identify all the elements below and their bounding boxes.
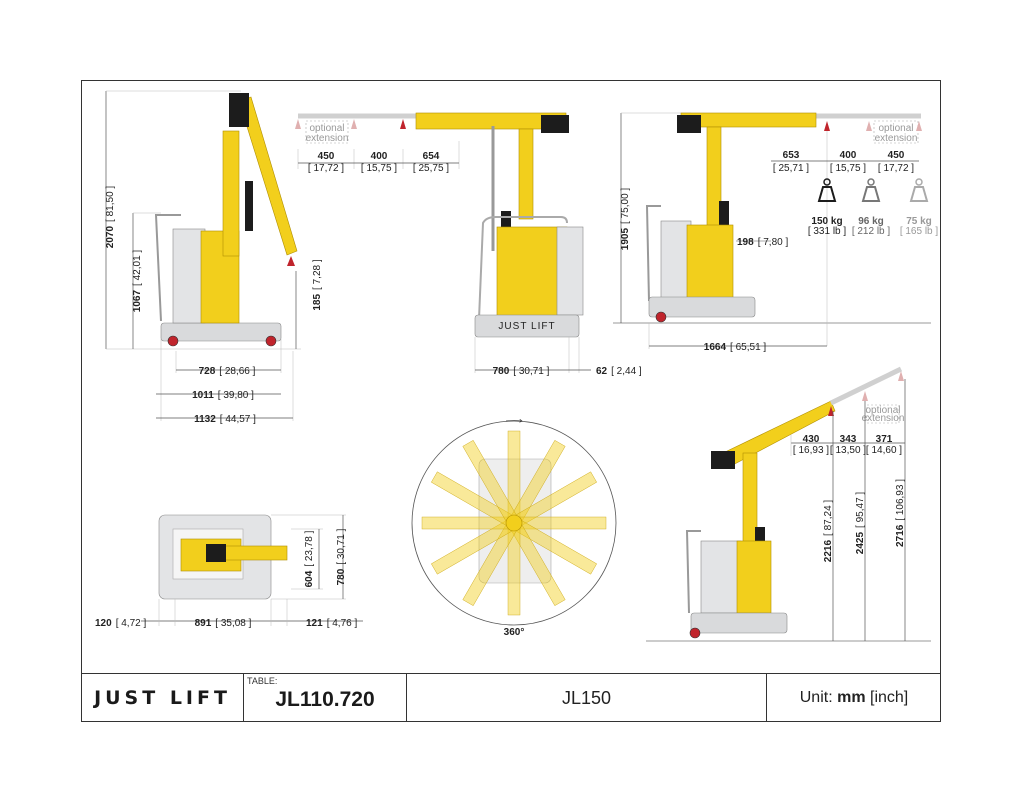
dim-top-604: 604[ 23,78 ]	[304, 530, 315, 588]
dim-reach-198: 198 [ 7,80 ]	[737, 237, 789, 248]
rotation-label: 360°	[503, 627, 525, 638]
dim-front-654-in: [ 25,75 ]	[412, 163, 450, 174]
front-body	[497, 227, 567, 319]
dim-top-121: 121 [ 4,76 ]	[306, 618, 358, 629]
table-code: JL110.720	[275, 688, 375, 711]
load-96kg: 96 kg	[858, 216, 884, 227]
dim-front-62: 62 [ 2,44 ]	[596, 366, 642, 377]
reach-optional-line2: extension	[874, 133, 918, 144]
technical-drawing	[82, 81, 940, 673]
dim-reach-450-in: [ 17,72 ]	[877, 163, 915, 174]
rotation-view	[412, 421, 616, 638]
dim-top-780: 780[ 30,71 ]	[336, 528, 347, 586]
table-label: TABLE:	[247, 676, 278, 686]
dim-front-654: 654	[422, 151, 440, 162]
titleblock-unit	[767, 673, 941, 722]
front-view	[295, 113, 591, 373]
reach-mast	[707, 127, 721, 227]
weight-icon	[911, 179, 927, 201]
dim-raised-343-in: [ 13,50 ]	[829, 445, 867, 456]
dim-raised-2425: 2425[ 95,47 ]	[855, 491, 866, 555]
load-96kg-in: [ 212 lb ]	[851, 226, 891, 237]
dim-raised-430: 430	[802, 434, 820, 445]
side-actuator	[245, 181, 253, 231]
dim-raised-371: 371	[875, 434, 893, 445]
raised-body	[737, 541, 771, 613]
unit-label: Unit: mm [inch]	[799, 689, 909, 706]
dim-raised-371-in: [ 14,60 ]	[865, 445, 903, 456]
dim-front-450: 450	[317, 151, 335, 162]
dim-side-728: 728 [ 28,66 ]	[198, 366, 256, 377]
dim-raised-343: 343	[839, 434, 857, 445]
front-optional-line1: optional	[309, 123, 345, 134]
dim-top-120: 120 [ 4,72 ]	[95, 618, 147, 629]
dim-front-780: 780 [ 30,71 ]	[492, 366, 550, 377]
dim-reach-653: 653	[782, 150, 800, 161]
reach-body	[687, 225, 733, 301]
dim-side-2070: 2070[ 81,50 ]	[105, 185, 116, 249]
drawing-sheet	[81, 80, 941, 722]
titleblock-model	[407, 673, 767, 722]
side-mast	[223, 131, 239, 256]
dim-reach-400: 400	[839, 150, 857, 161]
dim-reach-653-in: [ 25,71 ]	[772, 163, 810, 174]
load-150kg-in: [ 331 lb ]	[807, 226, 847, 237]
side-hook	[287, 256, 295, 266]
front-base-logo: JUST LIFT	[498, 321, 556, 332]
raised-optional-line1: optional	[865, 405, 901, 416]
dim-front-400-in: [ 15,75 ]	[360, 163, 398, 174]
dim-side-1132: 1132 [ 44,57 ]	[194, 414, 256, 425]
front-mast	[519, 129, 533, 219]
load-75kg-in: [ 165 lb ]	[899, 226, 939, 237]
model-name: JL150	[561, 687, 612, 708]
dim-reach-1664: 1664 [ 65,51 ]	[703, 342, 767, 353]
dim-front-450-in: [ 17,72 ]	[307, 163, 345, 174]
dim-top-891: 891 [ 35,08 ]	[194, 618, 252, 629]
top-view	[141, 515, 363, 626]
front-motor	[541, 115, 569, 133]
dim-reach-400-in: [ 15,75 ]	[829, 163, 867, 174]
dim-side-1011: 1011 [ 39,80 ]	[192, 390, 254, 401]
reach-optional-line1: optional	[878, 123, 914, 134]
dim-raised-430-in: [ 16,93 ]	[792, 445, 830, 456]
brand-logo: JUST LIFT	[94, 687, 231, 709]
side-base	[161, 323, 281, 341]
side-battery-box	[173, 229, 205, 323]
raised-optional-line2: extension	[861, 413, 905, 424]
dim-side-185: 185[ 7,28 ]	[312, 259, 323, 311]
weight-icon	[863, 179, 879, 201]
reach-boom	[681, 113, 816, 127]
load-150kg: 150 kg	[811, 216, 843, 227]
raised-base	[691, 613, 787, 633]
side-wheel	[266, 336, 276, 346]
front-optional-line2: extension	[305, 133, 349, 144]
titleblock-logo	[82, 673, 244, 722]
dim-raised-2716: 2716[ 106,93 ]	[895, 479, 906, 547]
dim-reach-1905: 1905[ 75,00 ]	[620, 187, 631, 251]
raised-view	[646, 369, 931, 641]
load-75kg: 75 kg	[906, 216, 932, 227]
side-motor	[229, 93, 249, 127]
dim-front-400: 400	[370, 151, 388, 162]
dim-reach-450: 450	[887, 150, 905, 161]
dim-raised-2216: 2216[ 87,24 ]	[823, 499, 834, 563]
raised-view-dimensions	[793, 434, 906, 562]
dim-side-1067: 1067[ 42,01 ]	[132, 249, 143, 313]
side-wheel	[168, 336, 178, 346]
titleblock-table	[244, 673, 407, 722]
